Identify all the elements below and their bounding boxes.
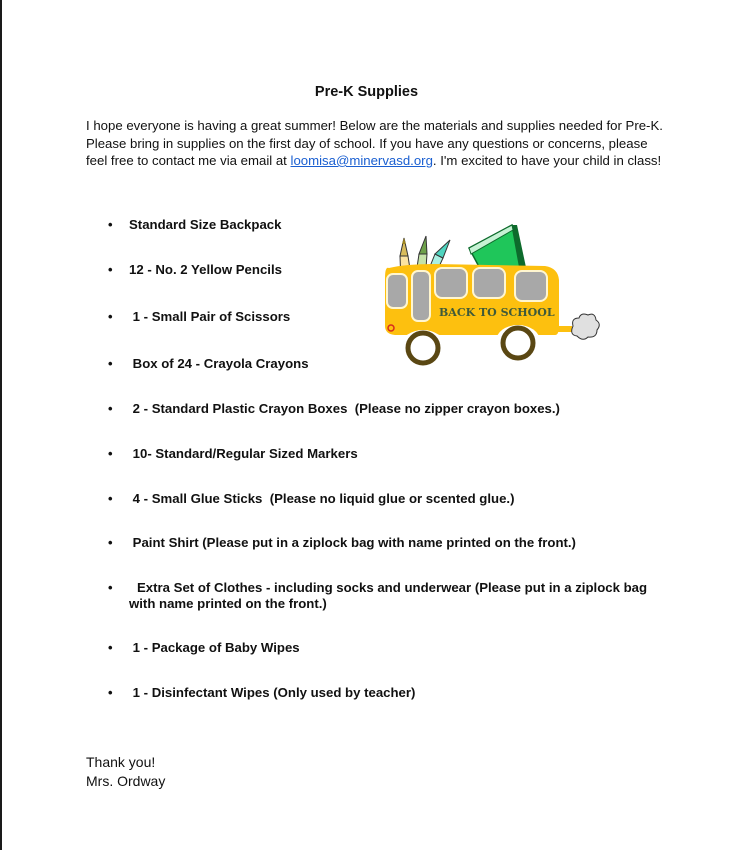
wheel-icon bbox=[408, 333, 438, 363]
bullet-icon: • bbox=[108, 217, 113, 232]
supply-item-text: 12 - No. 2 Yellow Pencils bbox=[129, 262, 282, 277]
bullet-icon: • bbox=[108, 640, 113, 655]
supply-item-text: 1 - Disinfectant Wipes (Only used by teacher) bbox=[129, 685, 416, 700]
list-item bbox=[108, 401, 668, 417]
bullet-icon: • bbox=[108, 685, 113, 700]
closing-signature bbox=[86, 753, 165, 791]
list-item bbox=[108, 580, 668, 612]
page-title: Pre-K Supplies bbox=[314, 84, 419, 100]
intro-paragraph bbox=[86, 117, 666, 170]
list-item bbox=[108, 491, 668, 507]
bus-window bbox=[515, 271, 547, 301]
supply-item-text: Extra Set of Clothes - including socks and underwear (Please put in a ziplock bag with name printed on the front.) bbox=[129, 580, 648, 611]
intro-text-before-link: I hope everyone is having a great summer! Below are the materials and supplies needed for Pre-K. Please bring in supplies on the first day of school. If you have any questions or concerns, please feel free to contact me via email at bbox=[86, 118, 663, 168]
bullet-icon: • bbox=[108, 580, 113, 595]
bullet-icon: • bbox=[108, 491, 113, 506]
supply-item-text: Paint Shirt (Please put in a ziplock bag with name printed on the front.) bbox=[129, 535, 576, 550]
bullet-icon: • bbox=[108, 309, 113, 324]
list-item bbox=[108, 685, 668, 701]
exhaust-pipe bbox=[558, 326, 572, 332]
supply-item-text: 4 - Small Glue Sticks (Please no liquid glue or scented glue.) bbox=[129, 491, 515, 506]
supply-item-text: 1 - Package of Baby Wipes bbox=[129, 640, 300, 655]
supply-item-text: Box of 24 - Crayola Crayons bbox=[129, 356, 309, 371]
bus-window bbox=[435, 268, 467, 298]
closing-name: Mrs. Ordway bbox=[86, 773, 166, 789]
bus-window bbox=[387, 274, 407, 308]
back-to-school-bus-illustration bbox=[375, 208, 605, 370]
supply-item-text: 2 - Standard Plastic Crayon Boxes (Please no zipper crayon boxes.) bbox=[129, 401, 560, 416]
bullet-icon: • bbox=[108, 262, 113, 277]
bullet-icon: • bbox=[108, 535, 113, 550]
bullet-icon: • bbox=[108, 401, 113, 416]
wheel-icon bbox=[503, 328, 533, 358]
bus-window bbox=[473, 268, 505, 298]
supply-item-text: 10- Standard/Regular Sized Markers bbox=[129, 446, 358, 461]
smoke-cloud-icon bbox=[572, 314, 600, 339]
email-link[interactable]: loomisa@minervasd.org bbox=[290, 153, 433, 168]
list-item bbox=[108, 535, 668, 551]
bullet-icon: • bbox=[108, 356, 113, 371]
page-left-border bbox=[0, 0, 2, 850]
list-item bbox=[108, 446, 668, 462]
supply-item-text: 1 - Small Pair of Scissors bbox=[129, 309, 291, 324]
headlight bbox=[388, 325, 394, 331]
bus-caption: BACK TO SCHOOL bbox=[439, 306, 555, 319]
closing-thanks: Thank you! bbox=[86, 754, 156, 770]
supply-item-text: Standard Size Backpack bbox=[129, 217, 282, 232]
intro-text-after-link: . I'm excited to have your child in class! bbox=[432, 153, 662, 168]
bus-door bbox=[412, 271, 430, 321]
school-bus-icon bbox=[375, 208, 605, 370]
list-item bbox=[108, 640, 668, 656]
bullet-icon: • bbox=[108, 446, 113, 461]
